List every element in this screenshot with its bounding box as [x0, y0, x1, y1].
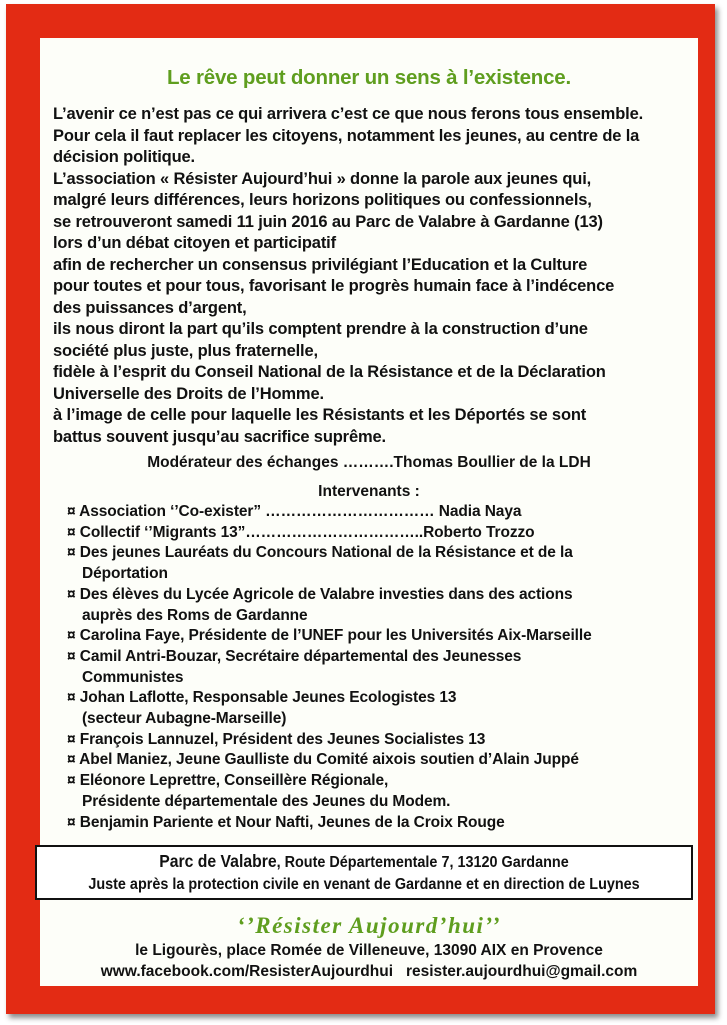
- speaker-item-continuation: auprès des Roms de Gardanne: [82, 606, 308, 624]
- body-line: société plus juste, plus fraternelle,: [53, 341, 318, 360]
- moderator-line: Modérateur des échanges ……….Thomas Boullier de la LDH: [147, 454, 591, 471]
- speaker-item: ¤ Carolina Faye, Présidente de l’UNEF pour les Universités Aix-Marseille: [67, 627, 592, 645]
- association-address: le Ligourès, place Romée de Villeneuve, 13090 AIX en Provence: [135, 942, 603, 959]
- contact-line: [40, 963, 698, 981]
- body-line: lors d’un débat citoyen et participatif: [53, 234, 336, 252]
- speaker-item: ¤ Des jeunes Lauréats du Concours National de la Résistance et de la: [67, 544, 573, 562]
- speaker-item: ¤ Eléonore Leprettre, Conseillère Régionale,: [67, 772, 389, 790]
- speaker-item: ¤ François Lannuzel, Président des Jeunes Socialistes 13: [67, 730, 486, 748]
- speaker-item-continuation: Communistes: [82, 668, 184, 686]
- body-line: ils nous diront la part qu’ils comptent prendre à la construction d’une: [53, 320, 588, 338]
- speaker-item-continuation: (secteur Aubagne-Marseille): [82, 710, 287, 728]
- speaker-item: ¤ Benjamin Pariente et Nour Nafti, Jeunes de la Croix Rouge: [67, 813, 505, 831]
- body-line: à l’image de celle pour laquelle les Résistants et les Déportés se sont: [53, 406, 587, 424]
- venue-address: , Route Départementale 7, 13120 Gardanne: [276, 854, 569, 871]
- venue-box: [35, 845, 693, 900]
- body-line: malgré leurs différences, leurs horizons politiques ou confessionnels,: [53, 191, 592, 209]
- body-line: Universelle des Droits de l’Homme.: [53, 384, 324, 403]
- association-name: ‘’Résister Aujourd’hui’’: [236, 913, 502, 938]
- body-line: Pour cela il faut replacer les citoyens, notamment les jeunes, au centre de la: [53, 126, 640, 145]
- speaker-item: ¤ Collectif ‘’Migrants 13”……………………………..Roberto Trozzo: [67, 523, 535, 541]
- speaker-item-continuation: Présidente départementale des Jeunes du Modem.: [82, 792, 451, 810]
- red-border-frame: [6, 4, 715, 1014]
- body-line: décision politique.: [53, 148, 195, 166]
- headline: Le rêve peut donner un sens à l’existence.: [166, 66, 572, 89]
- speaker-item: ¤ Camil Antri-Bouzar, Secrétaire départemental des Jeunesses: [67, 647, 522, 665]
- speaker-item: ¤ Johan Laflotte, Responsable Jeunes Ecologistes 13: [67, 689, 457, 707]
- body-line: se retrouveront samedi 11 juin 2016 au Parc de Valabre à Gardanne (13): [53, 212, 603, 231]
- venue-name: Parc de Valabre: [159, 851, 277, 871]
- speaker-item: ¤ Association ‘’Co-exister” …………………………… Nadia Naya: [67, 503, 522, 520]
- facebook-link[interactable]: www.facebook.com/ResisterAujourdhui: [100, 963, 394, 980]
- speaker-item: ¤ Des élèves du Lycée Agricole de Valabre investies dans des actions: [67, 585, 573, 603]
- body-line: des puissances d’argent,: [53, 298, 247, 317]
- speaker-item: ¤ Abel Maniez, Jeune Gaulliste du Comité aixois soutien d’Alain Juppé: [67, 751, 579, 769]
- body-line: battus souvent jusqu’au sacrifice suprême.: [53, 427, 386, 446]
- body-line: L’association « Résister Aujourd’hui » donne la parole aux jeunes qui,: [53, 169, 592, 188]
- intervenants-heading: Intervenants :: [318, 483, 420, 500]
- intro-paragraph: [53, 104, 698, 448]
- body-line: afin de rechercher un consensus privilégiant l’Education et la Culture: [53, 255, 588, 274]
- venue-directions: Juste après la protection civile en venant de Gardanne et en direction de Luynes: [88, 876, 640, 893]
- speaker-item-continuation: Déportation: [82, 565, 168, 583]
- flyer-panel: [40, 38, 698, 986]
- venue-address-line: [70, 850, 659, 874]
- email-link[interactable]: resister.aujourdhui@gmail.com: [405, 963, 638, 980]
- body-line: fidèle à l’esprit du Conseil National de la Résistance et de la Déclaration: [53, 363, 606, 381]
- body-line: pour toutes et pour tous, favorisant le progrès humain face à l’indécence: [53, 277, 615, 295]
- speakers-list: [67, 502, 697, 833]
- body-line: L’avenir ce n’est pas ce qui arrivera c’est ce que nous ferons tous ensemble.: [53, 105, 644, 123]
